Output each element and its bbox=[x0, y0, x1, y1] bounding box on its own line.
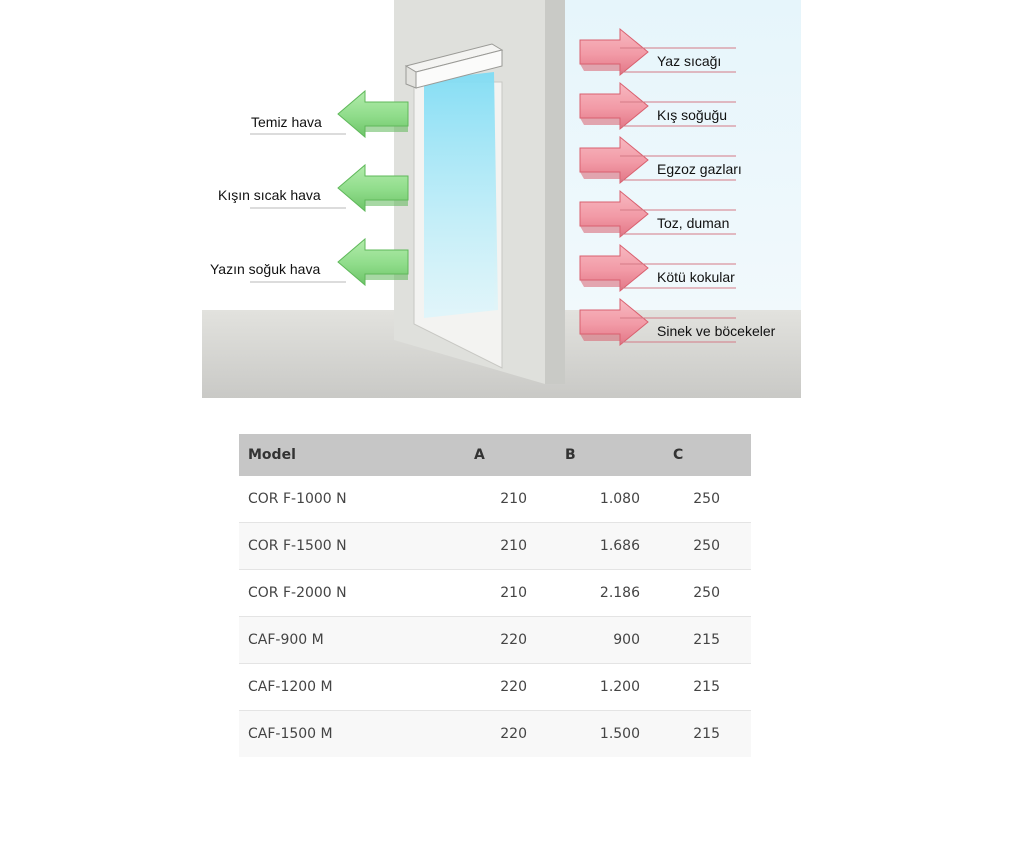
cell-model: CAF-900 M bbox=[239, 617, 465, 664]
cell-c: 250 bbox=[664, 570, 751, 617]
cell-c: 215 bbox=[664, 617, 751, 664]
red-arrow-shade bbox=[580, 280, 620, 287]
cell-model: COR F-1500 N bbox=[239, 523, 465, 570]
cell-b: 2.186 bbox=[556, 570, 664, 617]
blocked-label: Toz, duman bbox=[657, 215, 730, 231]
cell-a: 210 bbox=[465, 476, 556, 523]
red-arrow-shade bbox=[580, 64, 620, 71]
cell-a: 220 bbox=[465, 617, 556, 664]
red-arrow-shade bbox=[580, 226, 620, 233]
table-row bbox=[239, 476, 751, 523]
header-b: B bbox=[556, 434, 664, 476]
model-dimensions-table bbox=[239, 434, 751, 757]
cell-b: 1.200 bbox=[556, 664, 664, 711]
cell-a: 210 bbox=[465, 570, 556, 617]
cell-b: 1.080 bbox=[556, 476, 664, 523]
incoming-label: Yazın soğuk hava bbox=[210, 261, 321, 277]
table-row bbox=[239, 570, 751, 617]
header-c: C bbox=[664, 434, 751, 476]
red-arrow-shade bbox=[580, 334, 620, 341]
green-arrow-shade bbox=[365, 200, 408, 206]
blocked-label: Kış soğuğu bbox=[657, 107, 728, 123]
wall-edge bbox=[545, 0, 565, 384]
cell-b: 1.500 bbox=[556, 711, 664, 758]
air-curtain-diagram bbox=[202, 0, 801, 398]
table-row bbox=[239, 711, 751, 758]
red-arrow-shade bbox=[580, 172, 620, 179]
cell-a: 220 bbox=[465, 711, 556, 758]
cell-model: COR F-2000 N bbox=[239, 570, 465, 617]
header-a: A bbox=[465, 434, 556, 476]
cell-model: COR F-1000 N bbox=[239, 476, 465, 523]
red-arrow-shade bbox=[580, 118, 620, 125]
green-arrow-shade bbox=[365, 126, 408, 132]
table-row bbox=[239, 664, 751, 711]
cell-model: CAF-1200 M bbox=[239, 664, 465, 711]
cell-a: 220 bbox=[465, 664, 556, 711]
cell-c: 250 bbox=[664, 523, 751, 570]
incoming-label: Temiz hava bbox=[251, 114, 322, 130]
cell-c: 215 bbox=[664, 711, 751, 758]
cell-b: 1.686 bbox=[556, 523, 664, 570]
incoming-label: Kışın sıcak hava bbox=[218, 187, 321, 203]
green-arrow-shade bbox=[365, 274, 408, 280]
cell-model: CAF-1500 M bbox=[239, 711, 465, 758]
cell-a: 210 bbox=[465, 523, 556, 570]
header-model: Model bbox=[239, 434, 465, 476]
cell-b: 900 bbox=[556, 617, 664, 664]
air-curtain-flow bbox=[424, 72, 498, 318]
table-row bbox=[239, 617, 751, 664]
table-header-row bbox=[239, 434, 751, 476]
blocked-label: Sinek ve böcekeler bbox=[657, 323, 776, 339]
blocked-label: Kötü kokular bbox=[657, 269, 735, 285]
cell-c: 215 bbox=[664, 664, 751, 711]
table-row bbox=[239, 523, 751, 570]
blocked-label: Yaz sıcağı bbox=[657, 53, 722, 69]
blocked-label: Egzoz gazları bbox=[657, 161, 742, 177]
cell-c: 250 bbox=[664, 476, 751, 523]
